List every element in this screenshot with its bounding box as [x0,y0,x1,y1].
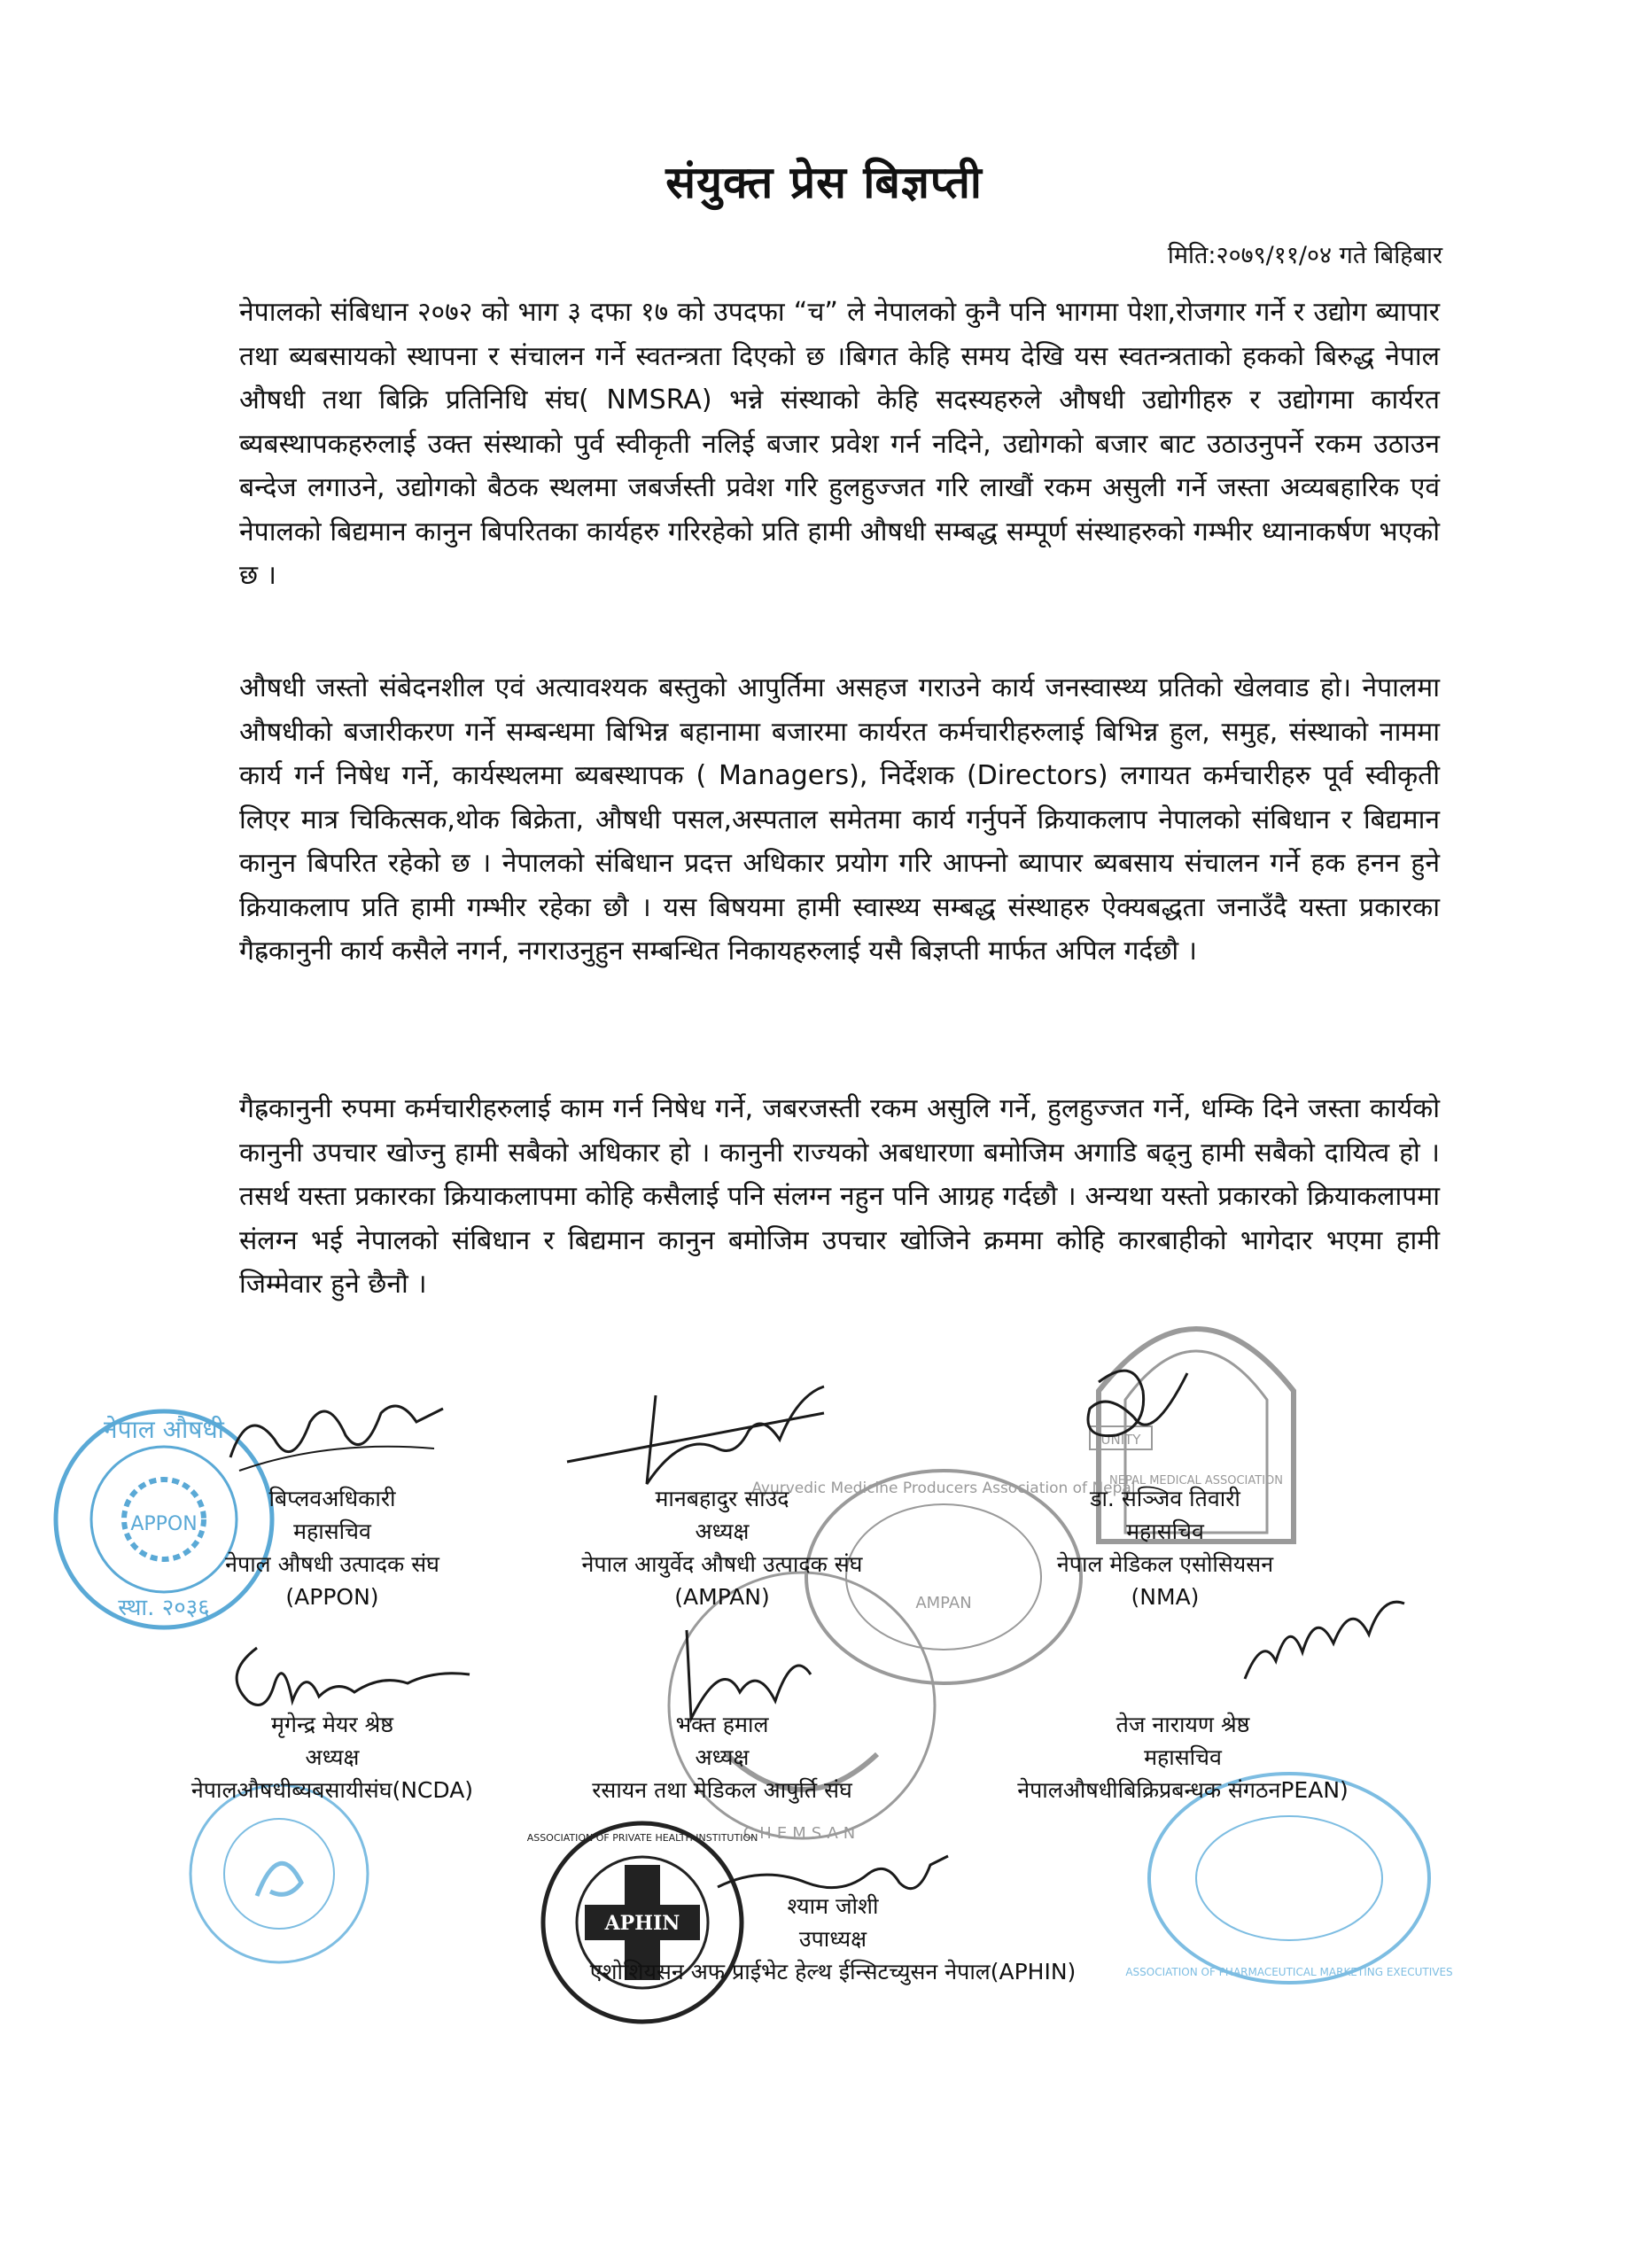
signatory-2-org: नेपाल आयुर्वेद औषधी उत्पादक संघ [581,1551,863,1577]
signature-2 [558,1378,851,1493]
signatory-3-name: डा. सञ्जिव तिवारी [1090,1486,1240,1511]
pean-stamp-text: ASSOCIATION OF PHARMACEUTICAL MARKETING EXECUTIVES [1125,1966,1453,1978]
signatory-7 [558,1890,1108,1988]
signatory-3-abbr: (NMA) [1131,1584,1200,1610]
signatory-1-abbr: (APPON) [285,1584,379,1610]
appon-stamp-logo: APPON [130,1513,198,1535]
paragraph-2: औषधी जस्तो संबेदनशील एवं अत्यावश्यक बस्तुको आपुर्तिमा असहज गराउने कार्य जनस्वास्थ्य प्रतिको खेलवाड हो। नेपालमा औषधीको बजारीकरण गर्ने सम्बन्धमा बिभिन्न बहानामा बजारमा कार्यरत कर्मचारीहरुलाई बिभिन्न हुल, समुह, संस्थाको नाममा कार्य गर्न निषेध गर्ने, कार्यस्थलमा ब्यबस्थापक ( Managers), निर्देशक (Directors) लगायत कर्मचारीहरु पूर्व स्वीकृती लिएर मात्र चिकित्सक,थोक बिक्रेता, औषधी पसल,अस्पताल समेतमा कार्य गर्नुपर्ने क्रियाकलाप नेपालको संबिधान र बिद्यमान कानुन बिपरित रहेको छ । नेपालको संबिधान प्रदत्त अधिकार प्रयोग गरि आफ्नो ब्यापार ब्यबसाय संचालन गर्ने हक हनन हुने क्रियाकलाप प्रति हामी गम्भीर रहेका छौ । यस बिषयमा हामी स्वास्थ्य सम्बद्ध संस्थाहरु ऐक्यबद्धता जनाउँदै यस्ता प्रकारका गैह्रकानुनी कार्य कसैले नगर्न, नगराउनुहुन सम्बन्धित निकायहरुलाई यसै बिज्ञप्ती मार्फत अपिल गर्दछौ । [239,672,1440,967]
ncda-stamp-outer-ring [190,1785,368,1962]
signatory-7-name: श्याम जोशी [787,1893,879,1919]
paragraph-1: नेपालको संबिधान २०७२ को भाग ३ दफा १७ को उपदफा “च” ले नेपालको कुनै पनि भागमा पेशा,रोजगार गर्ने र उद्योग ब्यापार तथा ब्यबसायको स्थापना र संचालन गर्ने स्वतन्त्रता दिएको छ ।बिगत केहि समय देखि यस स्वतन्त्रताको हकको बिरुद्ध नेपाल औषधी तथा बिक्रि प्रतिनिधि संघ( NMSRA) भन्ने संस्थाको केहि सदस्यहरुले औषधी उद्योगीहरु र उद्योगमा कार्यरत ब्यबस्थापकहरुलाई उक्त संस्थाको पुर्व स्वीकृती नलिई बजार प्रवेश गर्न नदिने, उद्योगको बजार बाट उठाउनुपर्ने रकम उठाउन बन्देज लगाउने, उद्योगको बैठक स्थलमा जबर्जस्ती प्रवेश गरि हुलहुज्जत गरि लाखौं रकम असुली गर्ने जस्ता अव्यबहारिक एवं नेपालको बिद्यमान कानुन बिपरितका कार्यहरु गरिरहेको प्रति हामी औषधी सम्बद्ध सम्पूर्ण संस्थाहरुको गम्भीर ध्यानाकर्षण भएको छ । [239,297,1440,591]
signatory-2-abbr: (AMPAN) [674,1584,770,1610]
signature-1-underline [239,1447,434,1471]
signatory-5-org: रसायन तथा मेडिकल आपुर्ति संघ [592,1777,852,1803]
paragraph-3: गैह्रकानुनी रुपमा कर्मचारीहरुलाई काम गर्न निषेध गर्ने, जबरजस्ती रकम असुलि गर्ने, हुलहुज्जत गर्ने, धम्कि दिने जस्ता कार्यको कानुनी उपचार खोज्नु हामी सबैको अधिकार हो । कानुनी राज्यको अबधारणा बमोजिम अगाडि बढ्नु हामी सबैको दायित्व हो । तसर्थ यस्ता प्रकारका क्रियाकलापमा कोहि कसैलाई पनि संलग्न नहुन पनि आग्रह गर्दछौ । अन्यथा यस्तो प्रकारको क्रियाकलापमा संलग्न भई नेपालको संबिधान र बिद्यमान कानुन बमोजिम उपचार खोजिने क्रममा कोहि कारबाहीको भागेदार भएमा हामी जिम्मेवार हुने छैनौ । [239,1093,1440,1300]
signatory-5-role: अध्यक्ष [695,1744,750,1770]
chemsan-stamp-text: CHEMSAN [742,1824,861,1843]
signatory-3 [935,1482,1395,1613]
pean-stamp-inner-ring [1196,1816,1382,1940]
signatory-5 [492,1708,952,1806]
signatory-2-name: मानबहादुर साउद [655,1486,789,1511]
signatory-6-org: नेपालऔषधीबिक्रिप्रबन्धक संगठनPEAN) [1017,1777,1349,1803]
signatory-2 [492,1482,952,1613]
signature-1 [222,1386,452,1484]
signature-3-stroke [1088,1371,1187,1435]
signatory-3-role: महासचिव [1126,1518,1204,1544]
signatory-1-role: महासचिव [293,1518,371,1544]
signatory-4-role: अध्यक्ष [305,1744,360,1770]
signatory-6-name: तेज नारायण श्रेष्ठ [1116,1712,1250,1737]
ampan-stamp-text: Ayurvedic Medicine Producers Association of Nepal [751,1480,1136,1497]
signatory-2-role: अध्यक्ष [695,1518,750,1544]
nma-stamp-unity: UNITY [1100,1432,1141,1448]
signatory-7-org: एशोशियसन अफ प्राईभेट हेल्थ ईन्सिटच्युसन नेपाल(APHIN) [589,1959,1077,1984]
document-date: मिति:२०७९/११/०४ गते बिहिबार [1167,242,1442,269]
nma-stamp-text: NEPAL MEDICAL ASSOCIATION [1109,1474,1283,1487]
signature-2-stroke [567,1386,824,1484]
page-title: संयुक्त प्रेस बिज्ञप्ती [665,157,983,208]
signatory-1-name: बिप्लवअधिकारी [268,1486,396,1511]
aphin-stamp-logo: APHIN [604,1912,680,1935]
ncda-stamp-inner-ring [224,1819,334,1929]
ampan-stamp-logo: AMPAN [915,1594,972,1612]
signatory-6 [952,1708,1413,1806]
signatory-1-org: नेपाल औषधी उत्पादक संघ [225,1551,439,1577]
signatory-3-org: नेपाल मेडिकल एसोसियसन [1056,1551,1274,1577]
signatory-6-role: महासचिव [1144,1744,1222,1770]
appon-stamp-top-text: नेपाल औषधी [104,1415,224,1444]
signatory-5-name: भक्त हमाल [675,1712,769,1737]
signature-5-stroke [687,1630,811,1719]
signature-7-stroke [718,1856,948,1889]
signatory-4-name: मृगेन्द्र मेयर श्रेष्ठ [270,1712,394,1737]
ncda-stamp-emblem [257,1863,301,1896]
aphin-stamp-text: ASSOCIATION OF PRIVATE HEALTH INSTITUTION [526,1832,758,1844]
signature-4-stroke [237,1648,470,1705]
signatory-7-role: उपाध्यक्ष [798,1926,867,1952]
appon-stamp-year: स्था. २०३६ [118,1595,210,1621]
signatory-4-org: नेपालऔषधीब्यबसायीसंघ(NCDA) [190,1777,474,1803]
signature-6-stroke [1245,1602,1404,1679]
signature-3 [1063,1355,1214,1488]
